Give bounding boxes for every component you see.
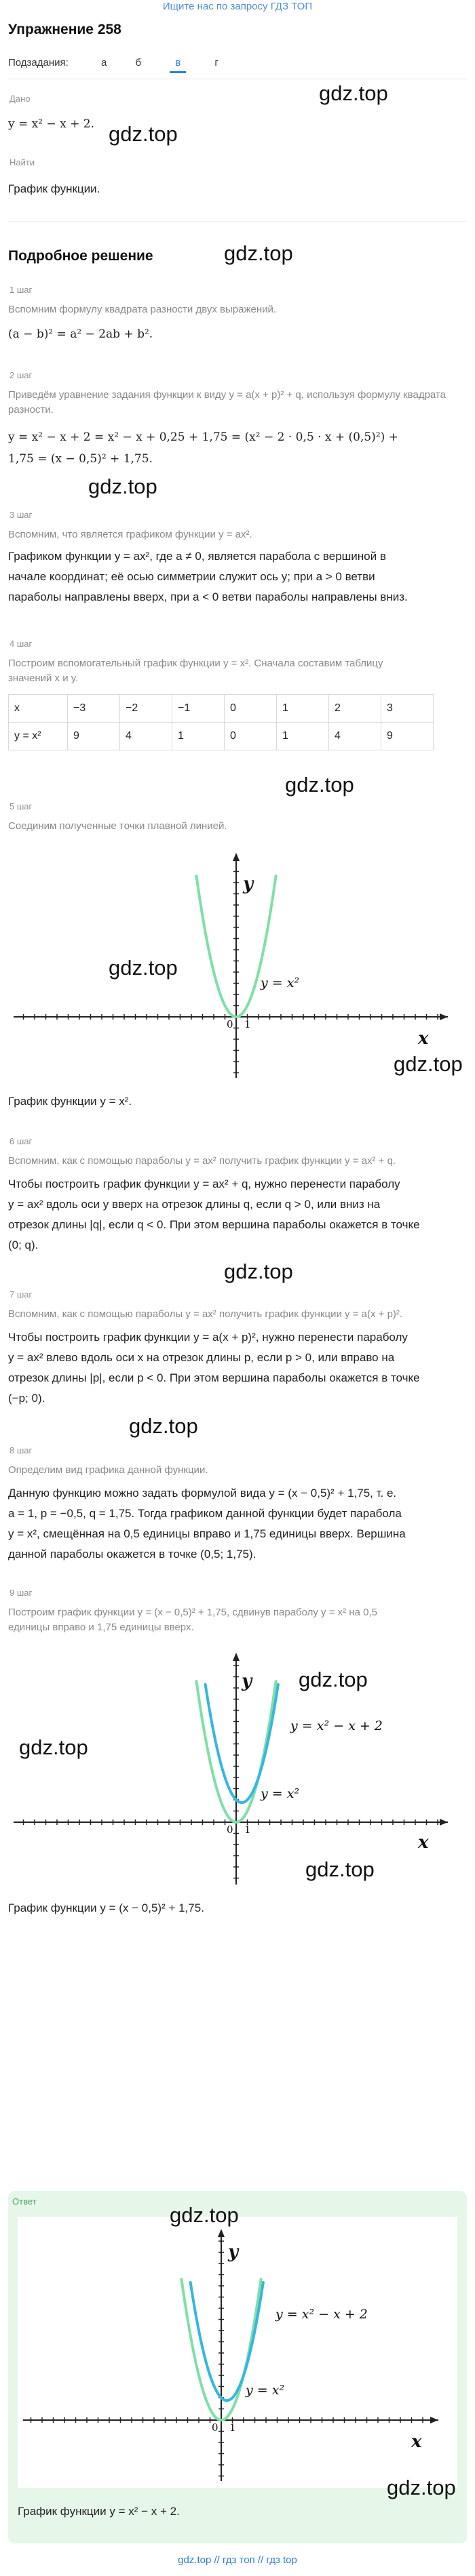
- tick-one-label: 1: [244, 1824, 251, 1836]
- watermark: gdz.top: [170, 2203, 239, 2227]
- step-hint: Построим вспомогательный график функции y = x². Сначала составим таблицу: [8, 658, 383, 669]
- tab-v[interactable]: в: [170, 57, 186, 73]
- shifted-parabola-label: y = x² − x + 2: [290, 1718, 383, 1733]
- values-table: [8, 694, 434, 750]
- table-cell: x: [9, 695, 68, 723]
- solution-title: Подробное решение: [8, 248, 153, 264]
- y-axis-arrow: [218, 2229, 225, 2237]
- x-axis-label: x: [418, 1028, 429, 1049]
- step-line: (−p; 0).: [8, 1392, 45, 1405]
- origin-label: 0: [227, 1018, 233, 1030]
- step-hint: Соединим полученные точки плавной линией.: [8, 820, 227, 832]
- step-hint: значений x и y.: [8, 672, 79, 684]
- step-line: 1,75 = (x − 0,5)² + 1,75.: [8, 452, 153, 466]
- table-cell: 4: [329, 723, 381, 750]
- table-cell: 4: [120, 723, 172, 750]
- watermark: gdz.top: [88, 475, 157, 498]
- tick-one-label: 1: [229, 2421, 236, 2434]
- step-line: y = ax² вдоль оси y вверх на отрезок длины q, если q > 0, или вниз на: [8, 1198, 381, 1211]
- step-line: Чтобы построить график функции y = ax² + q, нужно перенести параболу: [8, 1178, 400, 1190]
- watermark: gdz.top: [109, 956, 178, 980]
- step-label: 1 шаг: [10, 285, 33, 295]
- step-label: 2 шаг: [10, 370, 33, 380]
- table-cell: 9: [68, 723, 120, 750]
- y-axis-label: y: [242, 1671, 252, 1691]
- watermark: gdz.top: [394, 1052, 463, 1076]
- origin-label: 0: [227, 1824, 233, 1836]
- table-cell: −1: [172, 695, 225, 723]
- y-axis-label: y: [243, 874, 254, 894]
- top-banner[interactable]: Ищите нас по запросу ГДЗ ТОП: [162, 1, 313, 12]
- table-cell: −2: [120, 695, 172, 723]
- origin-label: 0: [212, 2421, 218, 2434]
- answer-label: Ответ: [12, 2196, 37, 2207]
- find-text: График функции.: [8, 182, 100, 195]
- step-line: Графиком функции y = ax², где a ≠ 0, является парабола с вершиной в: [8, 550, 386, 563]
- step-line: отрезок длины |q|, если q < 0. При этом вершина параболы окажется в точке: [8, 1218, 420, 1231]
- watermark: gdz.top: [109, 122, 178, 146]
- watermark: gdz.top: [19, 1735, 88, 1759]
- watermark: gdz.top: [299, 1668, 368, 1691]
- watermark: gdz.top: [224, 1260, 293, 1283]
- table-cell: 0: [225, 695, 277, 723]
- step-line: y = x², смещённая на 0,5 единицы вправо и 1,75 единицы вверх. Вершина: [8, 1527, 406, 1540]
- step-hint: Вспомним, что является графиком функции y = ax².: [8, 529, 252, 540]
- step-label: 5 шаг: [10, 801, 33, 811]
- step-label: 4 шаг: [10, 639, 33, 649]
- shifted-parabola-label: y = x² − x + 2: [276, 2307, 368, 2322]
- step-line: Чтобы построить график функции y = a(x + p)², нужно перенести параболу: [8, 1331, 408, 1344]
- page-title: Упражнение 258: [8, 22, 121, 37]
- table-cell: −3: [68, 695, 120, 723]
- subtask-tabs: [8, 57, 244, 75]
- step-hint: Вспомним, как с помощью параболы y = ax² получить график функции y = ax² + q.: [8, 1155, 396, 1167]
- x-axis-label: x: [418, 1832, 429, 1853]
- step-line: данной параболы окажется в точке (0,5; 1,75).: [8, 1548, 256, 1561]
- step-hint: Приведём уравнение задания функции к виду y = a(x + p)² + q, используя формулу квадрата разности.: [8, 389, 446, 416]
- step-label: 9 шаг: [10, 1588, 33, 1598]
- x-axis-arrow: [440, 1013, 448, 1020]
- tab-b[interactable]: б: [135, 57, 142, 68]
- step-hint: Определим вид графика данной функции.: [8, 1464, 208, 1476]
- table-row: [9, 695, 434, 723]
- watermark: gdz.top: [387, 2476, 456, 2499]
- step-line: параболы направлены вверх, при a < 0 ветви параболы направлены вниз.: [8, 590, 408, 603]
- step-label: 6 шаг: [10, 1136, 33, 1146]
- given-formula: y = x² − x + 2.: [8, 117, 94, 131]
- table-cell: 9: [381, 723, 434, 750]
- step-label: 7 шаг: [10, 1289, 33, 1300]
- graph-caption: График функции y = x².: [8, 1095, 132, 1108]
- step-line: y = ax² влево вдоль оси x на отрезок длины p, если p > 0, или вправо на: [8, 1351, 395, 1364]
- watermark: gdz.top: [285, 773, 354, 797]
- step-hint: единицы вправо и 1,75 единицы вверх.: [8, 1622, 194, 1633]
- step-line: начале координат; её осью симметрии служит ось y; при a > 0 ветви: [8, 570, 375, 583]
- step-line: Данную функцию можно задать формулой вида y = (x − 0,5)² + 1,75, т. е.: [8, 1487, 397, 1500]
- step-formula: (a − b)² = a² − 2ab + b².: [8, 327, 153, 341]
- y-axis-label: y: [228, 2242, 239, 2262]
- answer-caption: График функции y = x² − x + 2.: [18, 2505, 180, 2518]
- graph-shifted-parabola: [8, 1641, 467, 1891]
- step-label: 8 шаг: [10, 1445, 33, 1455]
- table-cell: 1: [277, 695, 329, 723]
- divider: [8, 221, 467, 222]
- parabola-label: y = x²: [261, 975, 300, 990]
- given-label: Дано: [10, 94, 31, 104]
- tab-g[interactable]: г: [214, 57, 218, 68]
- footer-links[interactable]: gdz.top // гдз топ // гдз top: [178, 2554, 297, 2566]
- tab-a[interactable]: а: [101, 57, 107, 68]
- table-cell: 2: [329, 695, 381, 723]
- x-axis-arrow: [430, 2417, 438, 2423]
- table-cell: 1: [277, 723, 329, 750]
- table-cell: 1: [172, 723, 225, 750]
- x-axis-label: x: [411, 2432, 422, 2452]
- watermark: gdz.top: [224, 241, 293, 265]
- table-cell: 3: [381, 695, 434, 723]
- tick-one-label: 1: [244, 1018, 251, 1030]
- x-axis-arrow: [440, 1819, 448, 1826]
- step-line: y = x² − x + 2 = x² − x + 0,25 + 1,75 = (x² − 2 · 0,5 · x + (0,5)²) +: [8, 430, 398, 444]
- graph-caption: График функции y = (x − 0,5)² + 1,75.: [8, 1901, 204, 1914]
- watermark: gdz.top: [305, 1857, 375, 1881]
- watermark: gdz.top: [129, 1414, 198, 1438]
- step-hint: Построим график функции y = (x − 0,5)² + 1,75, сдвинув параболу y = x² на 0,5: [8, 1607, 377, 1618]
- step-line: (0; q).: [8, 1239, 39, 1251]
- step-line: a = 1, p = −0,5, q = 1,75. Тогда графиком данной функции будет парабола: [8, 1507, 402, 1520]
- step-line: отрезок длины |p|, если p < 0. При этом вершина параболы окажется в точке: [8, 1371, 420, 1384]
- parabola-label: y = x²: [246, 2383, 285, 2398]
- graph-parabola: [8, 841, 467, 1085]
- parabola-label: y = x²: [261, 1786, 300, 1801]
- step-hint: Вспомним, как с помощью параболы y = ax² получить график функции y = a(x + p)².: [8, 1308, 403, 1320]
- step-label: 3 шаг: [10, 510, 33, 520]
- graph-answer: [18, 2217, 457, 2488]
- watermark: gdz.top: [319, 81, 388, 105]
- find-label: Найти: [10, 157, 35, 167]
- table-row: [9, 723, 434, 750]
- table-cell: 0: [225, 723, 277, 750]
- table-cell: y = x²: [9, 723, 68, 750]
- y-axis-arrow: [233, 853, 240, 861]
- tabs-label: Подзадания:: [8, 57, 69, 68]
- y-axis-arrow: [233, 1653, 240, 1661]
- step-hint: Вспомним формулу квадрата разности двух выражений.: [8, 304, 277, 315]
